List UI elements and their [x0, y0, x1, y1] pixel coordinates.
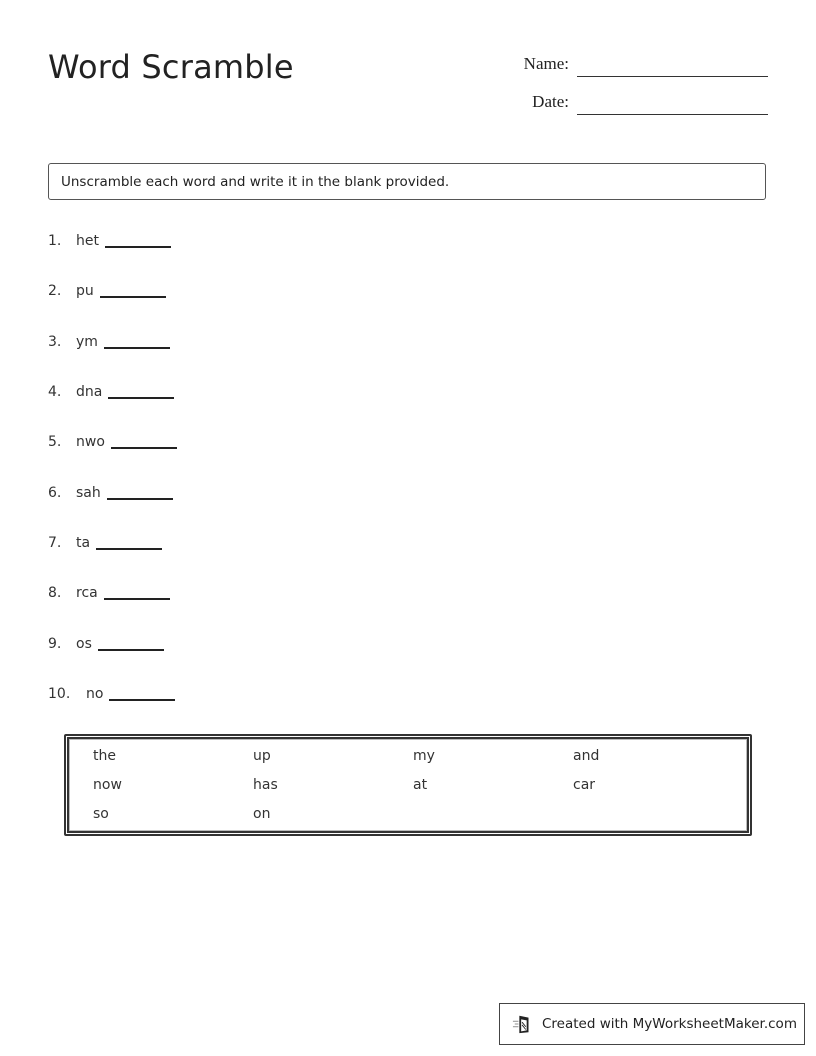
answer-blank[interactable]	[105, 232, 171, 248]
name-label: Name:	[523, 54, 569, 73]
item-number: 9.	[48, 636, 62, 652]
footer-text: Created with MyWorksheetMaker.com	[542, 1016, 797, 1032]
word-bank-entry: and	[573, 748, 600, 764]
answer-blank[interactable]	[107, 484, 173, 500]
list-item	[48, 430, 177, 454]
instructions-box: Unscramble each word and write it in the blank provided.	[48, 163, 766, 200]
scrambled-word: pu	[76, 283, 94, 299]
list-item	[48, 581, 170, 605]
answer-blank[interactable]	[109, 685, 175, 701]
item-number: 1.	[48, 233, 62, 249]
word-bank-entry: car	[573, 777, 596, 793]
list-item	[48, 682, 175, 706]
item-number: 4.	[48, 384, 62, 400]
word-bank-entry: the	[93, 748, 116, 764]
list-item	[48, 531, 162, 555]
answer-blank[interactable]	[111, 433, 177, 449]
item-number: 8.	[48, 585, 62, 601]
answer-blank[interactable]	[104, 333, 170, 349]
list-item	[48, 279, 166, 303]
answer-blank[interactable]	[98, 635, 164, 651]
scrambled-word: os	[76, 636, 92, 652]
name-blank[interactable]	[577, 76, 768, 77]
item-number: 6.	[48, 485, 62, 501]
answer-blank[interactable]	[100, 282, 166, 298]
word-bank-entry: at	[413, 777, 428, 793]
scrambled-word: het	[76, 233, 99, 249]
page-title: Word Scramble	[48, 48, 294, 86]
item-number: 3.	[48, 334, 62, 350]
answer-blank[interactable]	[96, 534, 162, 550]
word-bank-entry: my	[413, 748, 435, 764]
list-item	[48, 330, 170, 354]
scrambled-word: ym	[76, 334, 98, 350]
word-bank-entry: up	[253, 748, 271, 764]
list-item	[48, 380, 174, 404]
scrambled-word: ta	[76, 535, 91, 551]
word-bank-entry: now	[93, 777, 122, 793]
list-item	[48, 481, 173, 505]
date-label: Date:	[532, 92, 569, 111]
word-bank-entry: has	[253, 777, 278, 793]
scrambled-word: dna	[76, 384, 103, 400]
item-number: 5.	[48, 434, 62, 450]
scrambled-word: no	[86, 686, 104, 702]
list-item	[48, 229, 171, 253]
scrambled-word: rca	[76, 585, 98, 601]
item-number: 7.	[48, 535, 62, 551]
word-bank-entry: so	[93, 806, 109, 822]
date-blank[interactable]	[577, 114, 768, 115]
scrambled-word: sah	[76, 485, 101, 501]
word-bank-entry: on	[253, 806, 271, 822]
word-bank	[64, 734, 752, 836]
item-number: 2.	[48, 283, 62, 299]
answer-blank[interactable]	[104, 584, 170, 600]
item-number: 10.	[48, 686, 71, 702]
answer-blank[interactable]	[108, 383, 174, 399]
worksheet-maker-logo-icon	[512, 1013, 534, 1035]
footer-credit[interactable]	[499, 1003, 805, 1045]
list-item	[48, 632, 164, 656]
scrambled-word: nwo	[76, 434, 105, 450]
